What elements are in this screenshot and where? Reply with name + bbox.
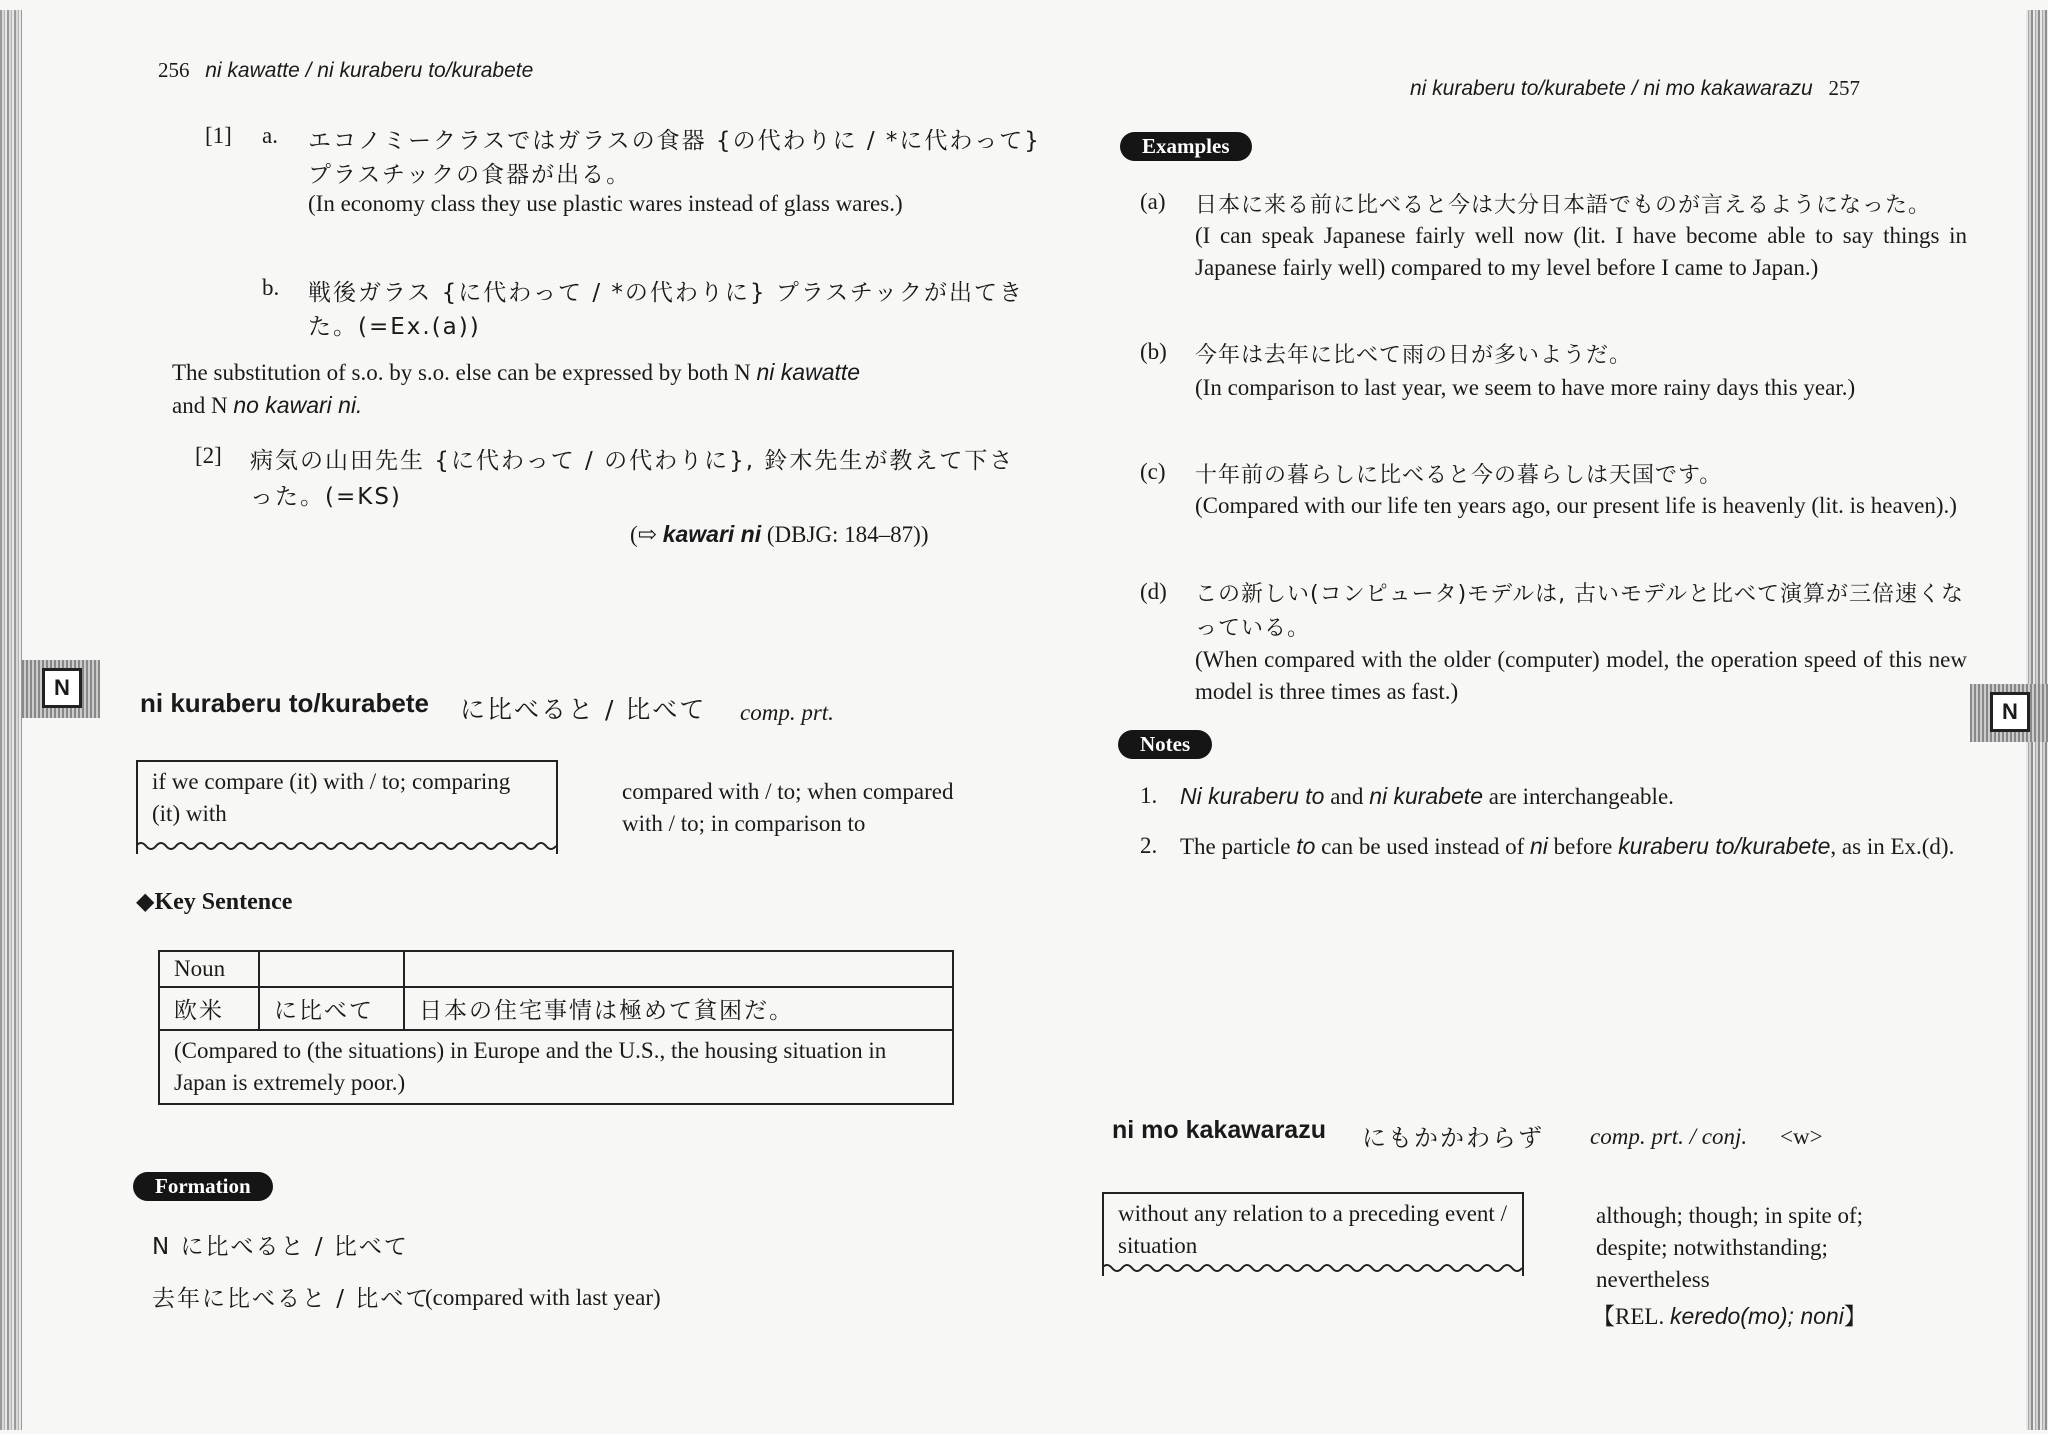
table-cell-particle: に比べて — [259, 987, 404, 1030]
meaning2-box: without any relation to a preceding event / situation — [1102, 1192, 1524, 1276]
example-b-translation: (In comparison to last year, we seem to have more rainy days this year.) — [1195, 375, 1856, 400]
formation-line-2-jp: 去年に比べると / 比べて — [152, 1286, 431, 1312]
right-header — [1410, 76, 1860, 101]
meaning2-right: although; though; in spite of; despite; notwithstanding; nevertheless — [1596, 1203, 1864, 1292]
cross-reference — [630, 518, 929, 551]
cross-reference-arrow: (⇨ — [630, 522, 663, 547]
example-1b-jp-line2: た。(=Ex.(a)) — [308, 314, 481, 340]
table-cell-noun: 欧米 — [159, 987, 259, 1030]
cross-reference-source: (DBJG: 184–87)) — [761, 522, 929, 547]
meaning-box: if we compare (it) with / to; comparing (it) with — [136, 760, 558, 854]
note-2-text-1: The particle — [1180, 834, 1297, 859]
meaning2-box-wavy-border — [1102, 1262, 1524, 1274]
note-1-text-2: are interchangeable. — [1483, 784, 1674, 809]
example-a-jp: 日本に来る前に比べると今は大分日本語でものが言えるようになった。 — [1195, 193, 1932, 218]
example-2-jp-line2: った。(=KS) — [250, 484, 402, 510]
note-2-text-3: before — [1547, 834, 1619, 859]
entry-part-of-speech: comp. prt. — [740, 700, 834, 725]
note-1 — [1180, 780, 1970, 813]
entry2-part-of-speech: comp. prt. / conj. — [1590, 1124, 1748, 1149]
example-1-number: [1] — [205, 123, 232, 148]
meaning-right: compared with / to; when compared with / to; in comparison to — [622, 779, 954, 836]
key-sentence-label: ◆Key Sentence — [136, 889, 293, 915]
cross-reference-term: kawari ni — [662, 521, 762, 547]
table-cell-blank-1 — [259, 951, 404, 987]
rel-prefix: 【REL. — [1592, 1304, 1670, 1329]
example-b-jp: 今年は去年に比べて雨の日が多いようだ。 — [1195, 343, 1633, 368]
left-page-number: 256 — [158, 58, 190, 82]
note-2-number: 2. — [1140, 833, 1158, 858]
note-2-term-1: to — [1296, 833, 1316, 859]
example-1a-jp-line1: エコノミークラスではガラスの食器 {の代わりに / *に代わって} — [308, 128, 1041, 154]
right-page-number: 257 — [1828, 76, 1860, 100]
note-2-text-4: , as in Ex.(d). — [1830, 834, 1955, 859]
meaning-box-wavy-border — [136, 840, 558, 852]
entry2-title: ni mo kakawarazu — [1112, 1116, 1326, 1144]
example-c-letter: (c) — [1140, 459, 1166, 484]
example-1a-jp-line2: プラスチックの食器が出る。 — [308, 162, 632, 188]
note-1-term-1: Ni kuraberu to — [1180, 783, 1325, 809]
note-1-text-1: and — [1324, 784, 1370, 809]
example-2-number: [2] — [195, 443, 222, 468]
formation-line-1: N に比べると / 比べて — [152, 1234, 409, 1260]
formation-label: Formation — [133, 1172, 273, 1201]
formation-line-2-en: (compared with last year) — [425, 1285, 661, 1310]
substitution-note-term-2: no kawari ni. — [233, 392, 363, 418]
example-2-jp-line1: 病気の山田先生 {に代わって / の代わりに}, 鈴木先生が教えて下さ — [250, 448, 1015, 474]
left-page-edge — [0, 10, 22, 1430]
notes-label: Notes — [1118, 730, 1212, 759]
note-1-term-2: ni kurabete — [1369, 783, 1483, 809]
note-2 — [1180, 830, 1970, 863]
example-a-letter: (a) — [1140, 189, 1166, 214]
example-1a-letter: a. — [262, 123, 278, 148]
entry2-title-jp: にもかかわらず — [1362, 1124, 1544, 1152]
left-header-title: ni kawatte / ni kuraberu to/kurabete — [205, 59, 534, 82]
substitution-note-term-1: ni kawatte — [756, 359, 861, 385]
examples-label: Examples — [1120, 132, 1252, 161]
example-c-translation: (Compared with our life ten years ago, our present life is heavenly (lit. is heaven).) — [1195, 493, 1957, 518]
table-cell-blank-2 — [404, 951, 953, 987]
example-d-letter: (d) — [1140, 579, 1167, 604]
example-1a-translation: (In economy class they use plastic wares instead of glass wares.) — [308, 191, 903, 216]
example-c-jp: 十年前の暮らしに比べると今の暮らしは天国です。 — [1195, 463, 1723, 488]
example-b-letter: (b) — [1140, 339, 1167, 364]
table-cell-sentence: 日本の住宅事情は極めて貧困だ。 — [404, 987, 953, 1030]
substitution-note — [172, 356, 962, 422]
rel-suffix: 】 — [1843, 1304, 1867, 1329]
key-sentence-table — [158, 950, 954, 1105]
entry-title-jp: に比べると / 比べて — [460, 695, 707, 724]
left-thumb-tab: N — [42, 668, 82, 708]
left-header — [158, 58, 533, 83]
example-1b-letter: b. — [262, 275, 280, 300]
note-2-term-2: ni — [1530, 833, 1548, 859]
example-a-translation: (I can speak Japanese fairly well now (lit. I have become able to say things in Japanese fairly well) compared to my level before I came to Japan.) — [1195, 223, 1967, 280]
substitution-note-text-2: and N — [172, 393, 234, 418]
note-2-term-3: kuraberu to/kurabete — [1618, 833, 1831, 859]
note-2-text-2: can be used instead of — [1315, 834, 1530, 859]
right-header-title: ni kuraberu to/kurabete / ni mo kakawarazu — [1410, 77, 1813, 100]
table-cell-translation: (Compared to (the situations) in Europe and the U.S., the housing situation in Japan is extremely poor.) — [159, 1030, 953, 1104]
example-d-jp: この新しい(コンピュータ)モデルは, 古いモデルと比べて演算が三倍速くなっている。 — [1195, 582, 1964, 641]
rel-terms: keredo(mo); noni — [1669, 1303, 1844, 1329]
rel-line — [1592, 1300, 1867, 1333]
note-1-number: 1. — [1140, 783, 1158, 808]
substitution-note-text: The substitution of s.o. by s.o. else can be expressed by both N — [172, 360, 757, 385]
example-d-translation: (When compared with the older (computer) model, the operation speed of this new model is three times as fast.) — [1195, 647, 1967, 704]
entry-title: ni kuraberu to/kurabete — [140, 688, 429, 718]
example-1b-jp-line1: 戦後ガラス {に代わって / *の代わりに} プラスチックが出てき — [308, 280, 1024, 306]
table-cell-noun-header: Noun — [159, 951, 259, 987]
right-page — [1050, 0, 2048, 1434]
entry2-tag: <w> — [1780, 1124, 1823, 1149]
right-thumb-tab: N — [1990, 692, 2030, 732]
